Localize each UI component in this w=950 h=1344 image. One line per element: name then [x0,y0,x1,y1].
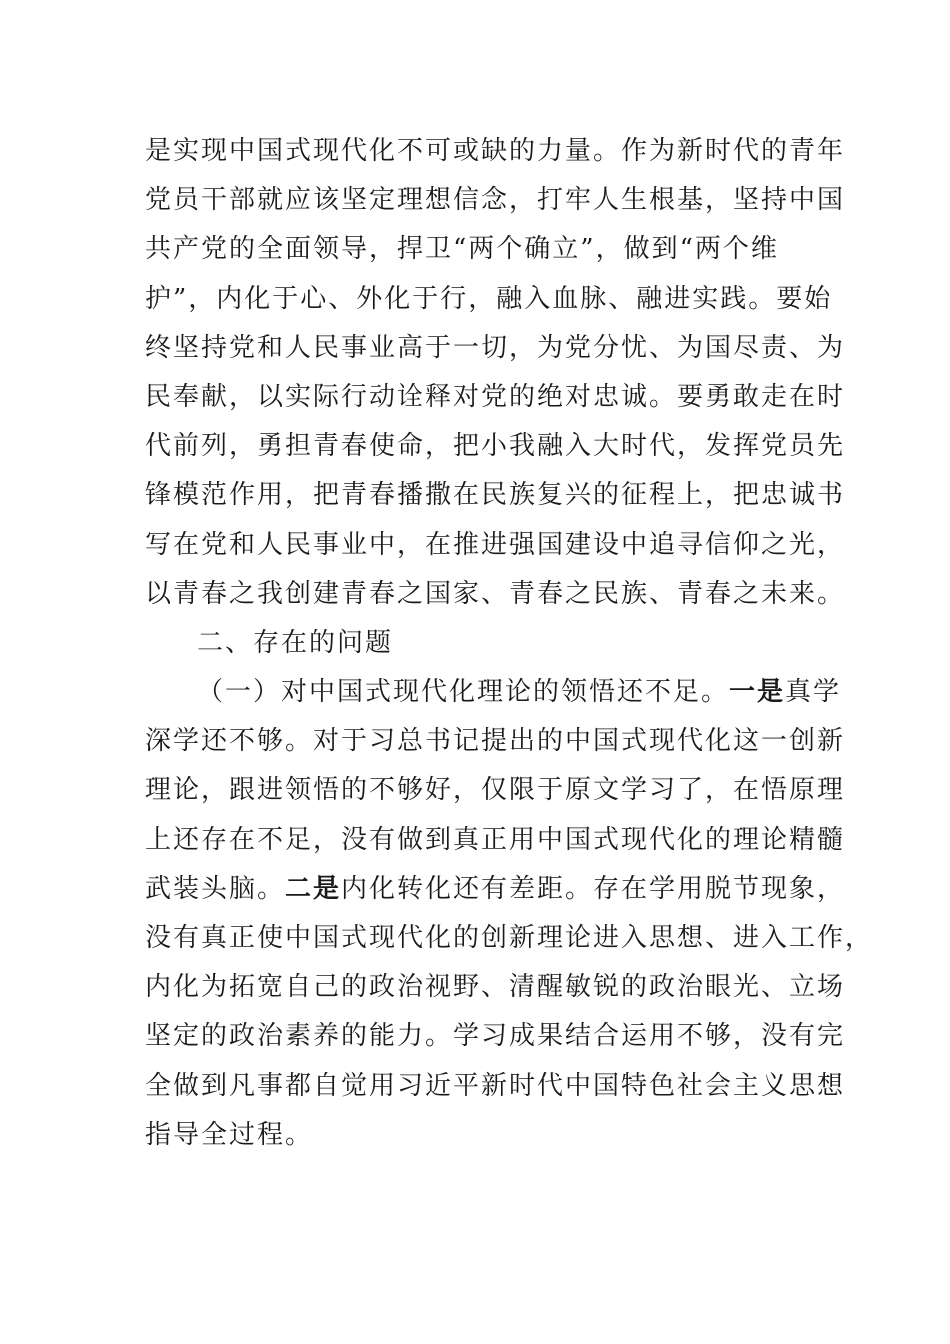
paragraph-line: 指导全过程。 [145,1119,314,1150]
paragraph-line: 写在党和人民事业中，在推进强国建设中追寻信仰之光， [145,529,846,560]
emphasis-second: 二是 [285,873,342,904]
emphasis-first: 一是 [729,677,786,708]
paragraph-line: 锋模范作用，把青春播撒在民族复兴的征程上，把忠诚书 [145,480,846,511]
line-head: 武装头脑。 [145,873,286,904]
subsection-lead: （一）对中国式现代化理论的领悟还不足。 [197,677,730,708]
paragraph-line: 共产党的全面领导，捍卫“两个确立”，做到“两个维 [145,234,779,265]
paragraph-line: 没有真正使中国式现代化的创新理论进入思想、进入工作， [145,923,874,953]
subsection-line-tail: 真学 [785,677,842,708]
paragraph-line: 护”，内化于心、外化于行，融入血脉、融进实践。要始 [145,283,833,314]
paragraph-line: 全做到凡事都自觉用习近平新时代中国特色社会主义思想 [145,1070,846,1101]
paragraph-line: 党员干部就应该坚定理想信念，打牢人生根基，坚持中国 [145,185,846,216]
paragraph-line: 以青春之我创建青春之国家、青春之民族、青春之未来。 [145,578,846,609]
paragraph-line: 民奉献，以实际行动诠释对党的绝对忠诚。要勇敢走在时 [145,381,846,412]
section-heading: 二、存在的问题 [197,627,394,658]
paragraph-line: 终坚持党和人民事业高于一切，为党分忧、为国尽责、为 [145,332,846,363]
paragraph-line: 代前列，勇担青春使命，把小我融入大时代，发挥党员先 [145,431,846,462]
subsection-first-line [145,668,842,717]
paragraph-line: 理论，跟进领悟的不够好，仅限于原文学习了，在悟原理 [145,775,846,806]
line-tail: 内化转化还有差距。存在学用脱节现象， [341,873,846,904]
paragraph-line: 上还存在不足，没有做到真正用中国式现代化的理论精髓 [145,824,846,855]
body-text [145,127,874,1160]
paragraph-line: 是实现中国式现代化不可或缺的力量。作为新时代的青年 [145,136,846,166]
paragraph-line: 坚定的政治素养的能力。学习成果结合运用不够，没有完 [145,1021,846,1052]
paragraph-line: 内化为拓宽自己的政治视野、清醒敏锐的政治眼光、立场 [145,972,846,1003]
paragraph-line-mixed [145,865,846,914]
paragraph-line: 深学还不够。对于习总书记提出的中国式现代化这一创新 [145,726,846,757]
